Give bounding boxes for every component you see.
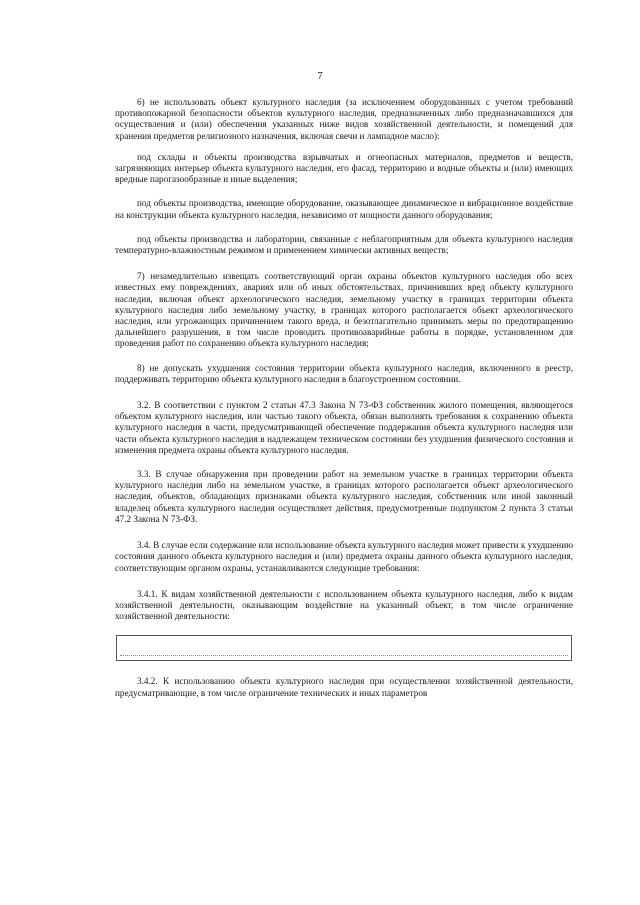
paragraph-6-production: под объекты производства, имеющие оборудование, оказывающее динамическое и вибрационное воздействие на конструкции объекта культурного наследия, независимо от мощности данного оборудования; [115,198,573,220]
paragraph-3-3: 3.3. В случае обнаружения при проведении работ на земельном участке в границах территории объекта культурного наследия либо на земельном участке, в границах которого располагается объект археологического наследия, объектов, обладающих признаками объекта культурного наследия, собственник или иной законный владелец объекта культурного наследия осуществляет действия, предусмотренные подпунктом 2 пункта 3 статьи 47.2 Закона N 73-ФЗ. [115,469,573,524]
paragraph-3-2: 3.2. В соответствии с пунктом 2 статьи 47.3 Закона N 73-ФЗ собственник жилого помещения, являющегося объектом культурного наследия, или частью такого объекта, обязан выполнять требования к сохранению объекта культурного наследия в части, предусматривающей обеспечение поддержания объекта культурного наследия или части объекта культурного наследия в надлежащем техническом состоянии без ухудшения физического состояния и изменения предмета охраны объекта культурного наследия. [115,400,573,455]
paragraph-6: 6) не использовать объект культурного наследия (за исключением оборудованных с учетом требований противопожарной безопасности объектов культурного наследия, предназначенных либо предназначавшихся для осуществления и (или) обеспечения указанных ниже видов хозяйственной деятельности, и помещений для хранения предметов религиозного назначения, включая свечи и лампадное масло): [115,97,573,141]
input-box-dotted-line [120,655,568,656]
paragraph-8: 8) не допускать ухудшения состояния территории объекта культурного наследия, включенного в реестр, поддерживать территорию объекта культурного наследия в благоустроенном состоянии. [115,362,573,384]
paragraph-3-4: 3.4. В случае если содержание или использование объекта культурного наследия может привести к ухудшению состояния данного объекта культурного наследия и (или) предмета охраны данного объекта культурного наследия, соответствующим органом охраны, устанавливаются следующие требования: [115,540,573,573]
page-number: 7 [317,70,323,82]
paragraph-3-4-2: 3.4.2. К использованию объекта культурного наследия при осуществлении хозяйственной деятельности, предусматривающие, в том числе ограничение технических и иных параметров [115,676,573,698]
paragraph-6-warehouses: под склады и объекты производства взрывчатых и огнеопасных материалов, предметов и веществ, загрязняющих интерьер объекта культурного наследия, его фасад, территорию и водные объекты и (или) имеющих вредные парогазообразные и иные выделения; [115,151,573,185]
paragraph-3-4-1: 3.4.1. К видам хозяйственной деятельности с использованием объекта культурного наследия, либо к видам хозяйственной деятельности, оказывающим воздействие на указанный объект, в том числе ограничение хозяйственной деятельности: [115,588,573,622]
document-body [115,97,573,699]
paragraph-6-laboratories: под объекты производства и лаборатории, связанные с неблагоприятным для объекта культурного наследия температурно-влажностным режимом и применением химически активных веществ; [115,233,573,256]
paragraph-7: 7) незамедлительно извещать соответствующий орган охраны объектов культурного наследия обо всех известных ему повреждениях, авариях или об иных обстоятельствах, причинивших вред объекту культурного наследия, включая объект археологического наследия, земельному участку в границах территории объекта культурного наследия либо земельному участку, в границах которого располагается объект археологического наследия, или угрожающих причинением такого вреда, и безотлагательно принимать меры по предотвращению дальнейшего разрушения, в том числе проводить противоаварийные работы в порядке, установленном для проведения работ по сохранению объекта культурного наследия; [115,271,573,349]
restriction-input-box[interactable] [116,635,572,661]
